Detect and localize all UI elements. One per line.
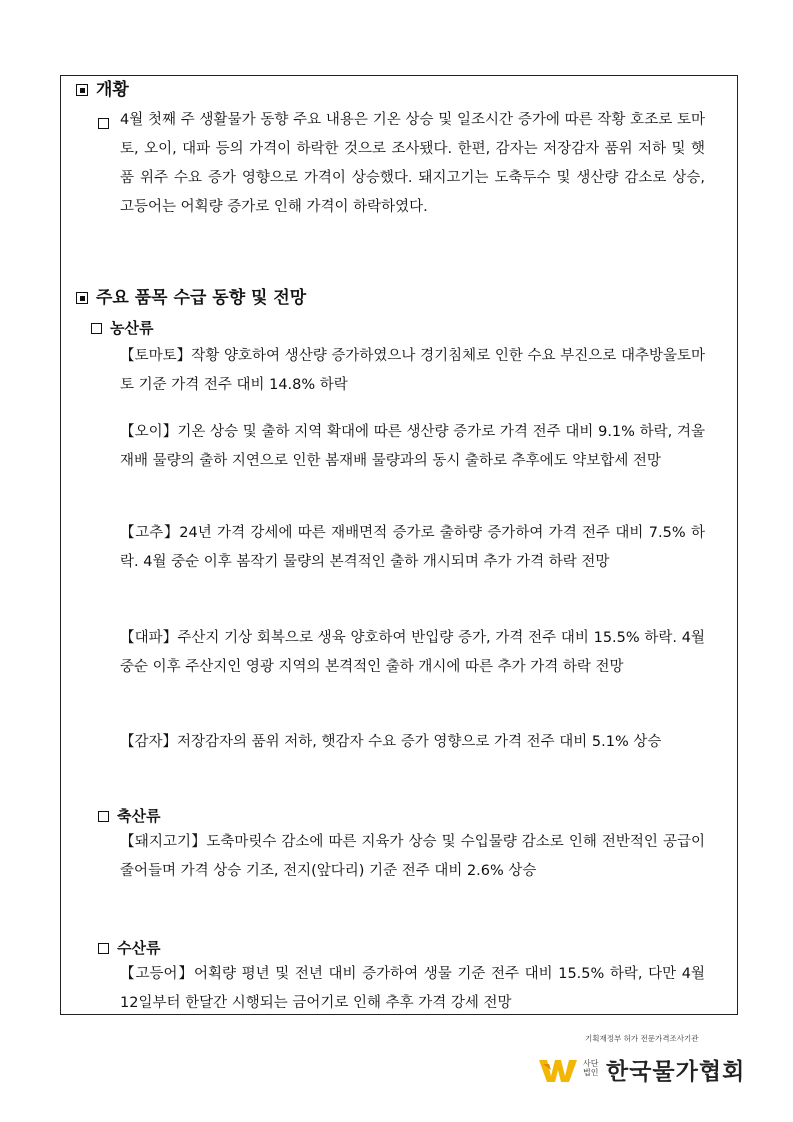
item-tag: 【고추】 bbox=[120, 525, 180, 541]
association-logo-icon bbox=[539, 1058, 579, 1084]
org-type-text: 사단법인 bbox=[583, 1059, 599, 1077]
item-text: 작황 양호하여 생산량 증가하였으나 경기침체로 인한 수요 부진으로 대추방울토마토 기준 가격 전주 대비 14.8% 하락 bbox=[120, 348, 705, 393]
item-tag: 【오이】 bbox=[120, 424, 178, 440]
item-text: 주산지 기상 회복으로 생육 양호하여 반입량 증가, 가격 전주 대비 15.5% 하락. 4월 중순 이후 주산지인 영광 지역의 본격적인 출하 개시에 따른 추가 가격 하락 전망 bbox=[120, 630, 705, 675]
item-green-onion bbox=[120, 624, 705, 682]
item-tag: 【토마토】 bbox=[120, 348, 192, 364]
open-square-icon bbox=[91, 323, 102, 334]
overview-title: 개황 bbox=[96, 80, 129, 100]
item-text: 24년 가격 강세에 따른 재배면적 증가로 출하량 증가하여 가격 전주 대비 7.5% 하락. 4월 중순 이후 봄작기 물량의 본격적인 출하 개시되며 추가 가격 하락 전망 bbox=[120, 525, 705, 570]
overview-text: 4월 첫째 주 생활물가 동향 주요 내용은 기온 상승 및 일조시간 증가에 따른 작황 호조로 토마토, 오이, 대파 등의 가격이 하락한 것으로 조사됐다. 한편, 감자는 저장감자 품위 저하 및 햇품 위주 수요 증가 영향으로 가격이 상승했다. 돼지고기는 도축두수 및 생산량 감소로 상승, 고등어는 어획량 증가로 인해 가격이 하락하였다. bbox=[120, 112, 705, 215]
item-tag: 【대파】 bbox=[120, 630, 178, 646]
item-tag: 【고등어】 bbox=[120, 966, 195, 982]
supply-heading bbox=[76, 288, 306, 308]
item-tag: 【돼지고기】 bbox=[120, 834, 207, 850]
item-text: 도축마릿수 감소에 따른 지육가 상승 및 수입물량 감소로 인해 전반적인 공급이 줄어들며 가격 상승 기조, 전지(앞다리) 기준 전주 대비 2.6% 상승 bbox=[120, 834, 706, 879]
filled-square-icon bbox=[76, 292, 88, 304]
fishery-title: 수산류 bbox=[117, 939, 161, 957]
item-potato bbox=[120, 728, 705, 757]
item-text: 어획량 평년 및 전년 대비 증가하여 생물 기준 전주 대비 15.5% 하락, 다만 4월 12일부터 한달간 시행되는 금어기로 인해 추후 가격 강세 전망 bbox=[120, 966, 705, 1011]
item-pepper bbox=[120, 519, 705, 577]
org-name: 한국물가협회 bbox=[606, 1059, 746, 1085]
filled-square-icon bbox=[76, 84, 88, 96]
agri-heading bbox=[91, 318, 153, 338]
item-mackerel bbox=[120, 960, 705, 1018]
livestock-title: 축산류 bbox=[117, 807, 161, 825]
open-square-icon bbox=[98, 118, 109, 129]
fishery-heading bbox=[98, 938, 160, 958]
org-license-text: 기획재정부 허가 전문가격조사기관 bbox=[585, 1034, 699, 1043]
open-square-icon bbox=[98, 943, 109, 954]
livestock-heading bbox=[98, 806, 160, 826]
item-text: 기온 상승 및 출하 지역 확대에 따른 생산량 증가로 가격 전주 대비 9.1% 하락, 겨울재배 물량의 출하 지연으로 인한 봄재배 물량과의 동시 출하로 추후에도 약보합세 전망 bbox=[120, 424, 706, 469]
supply-title: 주요 품목 수급 동향 및 전망 bbox=[96, 288, 307, 308]
item-tag: 【감자】 bbox=[120, 734, 178, 750]
item-tomato bbox=[120, 342, 705, 400]
item-text: 저장감자의 품위 저하, 햇감자 수요 증가 영향으로 가격 전주 대비 5.1% 상승 bbox=[177, 734, 662, 750]
item-cucumber bbox=[120, 418, 705, 476]
item-pork bbox=[120, 828, 705, 886]
agri-title: 농산류 bbox=[110, 319, 154, 337]
overview-heading bbox=[76, 80, 129, 100]
open-square-icon bbox=[98, 811, 109, 822]
